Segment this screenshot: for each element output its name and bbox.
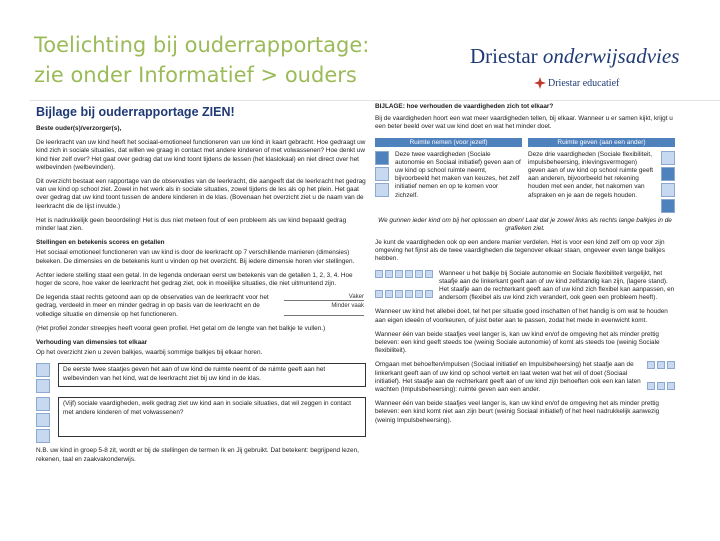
compare-row-1 xyxy=(36,363,366,393)
slide-title xyxy=(34,30,434,90)
bar-square xyxy=(661,199,675,213)
grid-square xyxy=(375,270,383,278)
right-column xyxy=(375,103,675,431)
heading-compare: Verhouding van dimensies tot elkaar xyxy=(36,339,148,347)
grid-square xyxy=(425,270,433,278)
bar-square xyxy=(661,151,675,165)
paragraph-5: Achter iedere stelling staat een getal. In de legenda onderaan eerst uw betekenis van de getallen 1, 2, 3, 4. Hoe hoger de score, hoe vaker de leerkracht het gedrag ziet, ook in moeilijke situaties, die niet uitmuntend zijn. xyxy=(36,271,353,288)
bar-square xyxy=(661,183,675,197)
bar-square xyxy=(375,183,389,197)
grid-square xyxy=(667,382,675,390)
title-line-1: Toelichting bij ouderrapportage: xyxy=(34,33,370,57)
legend-graphic xyxy=(284,294,364,325)
legend-less: Minder vaak xyxy=(331,303,364,310)
grid-square xyxy=(647,382,655,390)
heading-scores: Stellingen en betekenis scores en getallen xyxy=(36,239,165,247)
right-squares xyxy=(661,151,675,213)
space-boxes xyxy=(375,138,675,147)
legend-line xyxy=(284,300,364,301)
paragraph-7: (Het profiel zonder streepjes heeft vooral geen profiel. Het getal om de lengte van het balkje te vullen.) xyxy=(36,324,326,332)
grid-square xyxy=(405,290,413,298)
grid-square xyxy=(415,290,423,298)
italic-note: We gunnen ieder kind om bij het oplossen en doen! Laat dat je zowel links als rechts lange balkjes in de grafieken ziet. xyxy=(378,216,672,232)
right-row-6 xyxy=(375,361,675,400)
paragraph-1: De leerkracht van uw kind heeft het sociaal-emotioneel functioneren van uw kind in kaart gebracht. Hoe gedraagt uw kind zich in sociale situaties, dat willen we graag in contact met andere kinderen of met volwassenen? Hoe denkt uw kind hier zelf over? Het gaat over gedrag dat uw kind toont tijdens de lessen (het klaslokaal) en niet direct over het welbevinden (welbevinden). xyxy=(36,139,366,171)
compare-squares-2 xyxy=(36,397,50,443)
driestar-logo-icon xyxy=(534,77,546,89)
paragraph-6: De legenda staat rechts getoond aan op de observaties van de leerkracht voor het gedrag, verdeeld in meer en minder gedrag in op basis van de leerkracht en de volledige situatie en dimensie op het functioneren. xyxy=(36,294,269,318)
bar-square xyxy=(375,167,389,181)
brand-main: Driestar xyxy=(470,44,538,68)
grid-square xyxy=(667,361,675,369)
document-page xyxy=(30,100,720,541)
col-left-text: Deze twee vaardigheden (Sociale autonomie en Sociaal initiatief) geven aan of uw kind op school ruimte neemt, bijvoorbeeld het maken van keuzes, het zelf initiatief nemen en op te komen voor zichzelf. xyxy=(395,150,521,199)
paragraph-8: Op het overzicht zien u zeven balkjes, waarbij sommige balkjes bij elkaar horen. xyxy=(36,349,263,357)
grid-square xyxy=(657,361,665,369)
legend-more: Vaker xyxy=(348,294,364,301)
grid-square xyxy=(385,270,393,278)
left-squares xyxy=(375,151,389,213)
grid-square xyxy=(415,270,423,278)
bar-square xyxy=(36,363,50,377)
bar-square xyxy=(36,397,50,411)
grid-square xyxy=(375,290,383,298)
paragraph-3: Het is nadrukkelijk geen beoordeling! Het is dus niet meteen fout of een probleem als uw kind bepaald gedrag minder laat zien. xyxy=(36,216,347,233)
grid-square xyxy=(385,290,393,298)
compare-box-2: (Vijf) sociale vaardigheden, welk gedrag ziet uw kind aan in sociale situaties, dat wil zeggen in contact met andere kinderen of met volwassenen? xyxy=(58,397,366,437)
bar-square xyxy=(375,151,389,165)
compare-box-1: De eerste twee staatjes geven het aan of uw kind de ruimte neemt of de ruimte geeft aan het welbevinden van het kind, wat de leerkracht ziet bij uw kind in de klas. xyxy=(58,363,366,387)
right-paragraph-4: Wanneer uw kind het allebei doet, tel het per situatie goed inschatten of het handig is om wat te houden aan eigen ideeën of voorkeuren, of juist beter aan te passen, zodat het mede in evenwicht komt. xyxy=(375,308,668,324)
legend-block xyxy=(36,294,366,325)
brand-sublogo: Driestar educatief xyxy=(548,78,620,89)
box-ruimte-nemen: Ruimte nemen (voor jezelf) xyxy=(375,138,522,147)
right-paragraph-1: Bij de vaardigheden hoort een wat meer vaardigheden tellen, bij elkaar. Wanneer u er samen kijkt, krijgt u een beter beeld over wat uw kind doet en wat het minder doet. xyxy=(375,115,673,131)
right-paragraph-2: Je kunt de vaardigheden ook op een andere manier verdelen. Het is voor een kind zelf om op voor zijn omgeving het fijnst als de twee vaardigheden die tegenover elkaar staan, ongeveer even lange balkjes hebben. xyxy=(375,239,665,263)
right-row-3 xyxy=(375,270,675,309)
brand-logo-text xyxy=(470,44,679,69)
title-line-2: zie onder Informatief > ouders xyxy=(34,63,357,87)
bar-square xyxy=(36,379,50,393)
paragraph-4: Het sociaal emotioneel functioneren van uw kind is door de leerkracht op 7 verschillende manieren (dimensies) bekeken. De dimensies en de betekenis kunt u vinden op het overzicht. Bij iedere dimensie horen vier stellingen. xyxy=(36,249,355,265)
grid-square xyxy=(405,270,413,278)
grid-square xyxy=(395,290,403,298)
right-paragraph-3: Wanneer u het balkje bij Sociale autonomie en Sociale flexibiliteit vergelijkt, het staafje aan de linkerkant geeft aan of uw kind zelfstandig kan zijn, (lagere stand). Het staafje aan de rechterkant geeft aan of uw kind zich flexibel kan aanpassen, en andersom (flexibel als uw kind zich verandert, ook geen een probleem heeft). xyxy=(439,269,675,302)
right-paragraph-7: Wanneer één van beide staafjes veel langer is, kan uw kind en/of de omgeving het als minder prettig beleven: een kind komt niet aan zijn beurt (weinig Sociaal initiatief) of het heel nadrukkelijk aanwezig (weinig Impulsbeheersing). xyxy=(375,400,660,424)
right-paragraph-5: Wanneer één van beide staafjes veel langer is, kan uw kind en/of de omgeving het als minder prettig beleven: een kind geeft steeds toe (weinig Sociale autonomie) of komt als steeds toe (weinig Sociale flexibiliteit). xyxy=(375,330,660,355)
bar-square xyxy=(36,413,50,427)
col-right-text: Deze drie vaardigheden (Sociale flexibiliteit, impulsbeheersing, inlevingsvermogen) geven aan of uw kind op school ruimte geeft aan anderen, bijvoorbeeld het rekening houden met een ander, het nakomen van afspraken en je aan de regels houden. xyxy=(528,150,654,199)
legend-line-2 xyxy=(284,315,364,316)
grid-square xyxy=(425,290,433,298)
right-heading: BIJLAGE: hoe verhouden de vaardigheden zich tot elkaar? xyxy=(375,103,554,110)
left-column xyxy=(36,103,366,470)
square-grid xyxy=(375,270,433,309)
grid-square xyxy=(647,361,655,369)
brand-italic: onderwijsadvies xyxy=(542,44,680,68)
bar-square xyxy=(661,167,675,181)
paragraph-9: N.B. uw kind in groep 5-8 zit, wordt er bij de stellingen de termen Ik en Jij gebruikt. Dat betekent: begrijpend lezen, rekenen, taal en zaakvakonderwijs. xyxy=(36,447,359,463)
space-explanations xyxy=(375,151,675,213)
paragraph-2: Dit overzicht bestaat een rapportage van de observaties van de leerkracht, die aangeeft dat de leerkracht het gedrag van uw kind op school ziet. Zowel in het werk als in sociale situaties, zowel tijdens de les als op het plein. Het gaat over gedrag dat uw kind toont tussen de andere kinderen in de klas. (Bovenaan het overzicht ziet u de naam van de leerkracht die de lijst invulde.) xyxy=(36,178,366,210)
box-ruimte-geven: Ruimte geven (aan een ander) xyxy=(528,138,675,147)
right-paragraph-6: Omgaan met behoeften/impulsen (Sociaal initiatief en Impulsbeheersing) het staafje aan de linkerkant geeft aan of uw kind op school vertelt en laat weten wat het wil of doet (Sociaal initiatief). Het staafje aan de rechterkant geeft aan of uw kind zijn behoeften ook een kan laten wachten (Impulsbeheersing): ruimte geven aan een ander. xyxy=(375,361,641,394)
compare-row-2 xyxy=(36,397,366,443)
grid-square xyxy=(395,270,403,278)
square-grid-2 xyxy=(647,361,675,400)
compare-squares-1 xyxy=(36,363,50,393)
doc-title: Bijlage bij ouderrapportage ZIEN! xyxy=(36,105,235,119)
grid-square xyxy=(657,382,665,390)
salutation: Beste ouder(s)/verzorger(s), xyxy=(36,125,122,132)
bar-square xyxy=(36,429,50,443)
